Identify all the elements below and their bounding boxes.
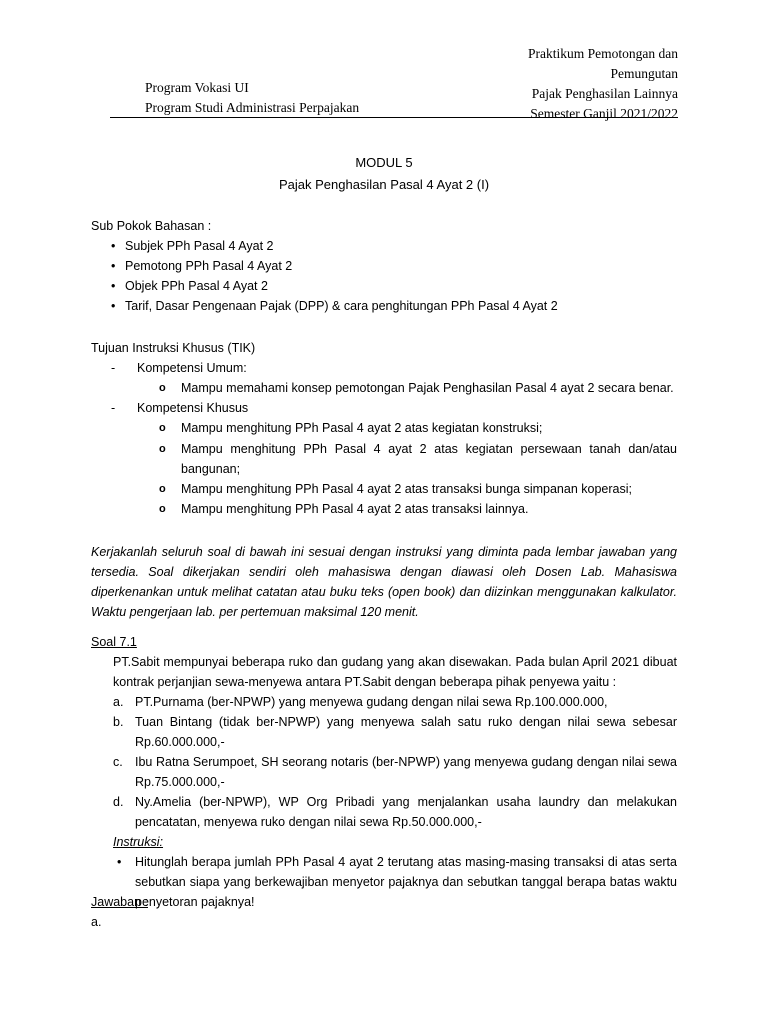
list-item (91, 479, 677, 499)
list-letter: a. (113, 695, 124, 709)
module-title (0, 152, 768, 196)
instruksi-label: Instruksi: (113, 835, 164, 849)
list-item-text: Tarif, Dasar Pengenaan Pajak (DPP) & cara penghitungan PPh Pasal 4 Ayat 2 (125, 299, 558, 313)
header-institution (145, 78, 359, 118)
list-item-text: Mampu memahami konsep pemotongan Pajak Penghasilan Pasal 4 ayat 2 secara benar. (181, 381, 674, 395)
circle-bullet-icon: o (159, 503, 166, 515)
soal-heading: Soal 7.1 (91, 635, 137, 649)
list-item (91, 752, 677, 792)
sub-pokok-section (91, 216, 677, 316)
header-right-line-2: Pemungutan (610, 66, 678, 81)
list-item (91, 439, 677, 479)
circle-bullet-icon: o (159, 382, 166, 394)
bullet-icon: • (111, 299, 116, 313)
dash-icon: - (111, 401, 116, 415)
bullet-icon: • (111, 259, 116, 273)
list-item-text: Mampu menghitung PPh Pasal 4 ayat 2 atas kegiatan persewaan tanah dan/atau bangunan; (181, 442, 677, 476)
list-item (91, 256, 677, 276)
list-item-text: Ibu Ratna Serumpoet, SH seorang notaris (ber-NPWP) yang menyewa gudang dengan nilai sewa Rp.75.000.000,- (135, 755, 677, 789)
list-item (91, 236, 677, 256)
kompetensi-umum-label: - Kompetensi Umum: (91, 358, 677, 378)
list-item (91, 499, 677, 519)
list-item-text: PT.Purnama (ber-NPWP) yang menyewa gudang dengan nilai sewa Rp.100.000.000, (135, 695, 608, 709)
tik-section (91, 338, 677, 519)
list-letter: c. (113, 755, 123, 769)
header-right-line-1: Praktikum Pemotongan dan (528, 46, 678, 61)
list-item (91, 276, 677, 296)
list-letter: b. (113, 715, 124, 729)
list-item (91, 792, 677, 832)
bullet-icon: • (117, 855, 122, 869)
header-left-line-2: Program Studi Administrasi Perpajakan (145, 100, 360, 115)
list-letter: d. (113, 795, 124, 809)
soal-section (91, 632, 677, 912)
soal-intro: PT.Sabit mempunyai beberapa ruko dan gudang yang akan disewakan. Pada bulan April 2021 dibuat kontrak perjanjian sewa-menyewa antara PT.Sabit dengan beberapa pihak penyewa yaitu : (113, 655, 677, 689)
list-item-text: Mampu menghitung PPh Pasal 4 ayat 2 atas transaksi bunga simpanan koperasi; (181, 482, 632, 496)
tik-heading: Tujuan Instruksi Khusus (TIK) (91, 341, 256, 355)
instruction-paragraph: Kerjakanlah seluruh soal di bawah ini sesuai dengan instruksi yang diminta pada lembar jawaban yang tersedia. Soal dikerjakan sendiri oleh mahasiswa dengan diawasi oleh Dosen Lab. Mahasiswa diperkenankan untuk melihat catatan atau buku teks (open book) dan diizinkan menggunakan kalkulator. Waktu pengerjaan lab. per pertemuan maksimal 120 menit. (91, 545, 677, 619)
jawaban-first-item: a. (91, 915, 102, 929)
instruksi-text: Hitunglah berapa jumlah PPh Pasal 4 ayat 2 terutang atas masing-masing transaksi di atas serta sebutkan siapa yang berkewajiban menyetor pajaknya dan sebutkan tanggal berapa batas waktu penyetoran pajaknya! (135, 855, 677, 909)
list-item (91, 712, 677, 752)
header-course (458, 44, 678, 124)
jawaban-section (91, 892, 677, 932)
sub-pokok-heading: Sub Pokok Bahasan : (91, 219, 212, 233)
header-right-line-3: Pajak Penghasilan Lainnya (531, 86, 678, 101)
circle-bullet-icon: o (159, 443, 166, 455)
circle-bullet-icon: o (159, 483, 166, 495)
list-item-text: Tuan Bintang (tidak ber-NPWP) yang menyewa salah satu ruko dengan nilai sewa sebesar Rp.60.000.000,- (135, 715, 677, 749)
jawaban-heading: Jawaban : (91, 895, 148, 909)
list-item-text: Mampu menghitung PPh Pasal 4 ayat 2 atas kegiatan konstruksi; (181, 421, 543, 435)
header-divider (110, 117, 678, 118)
header-left-line-1: Program Vokasi UI (145, 80, 249, 95)
list-item-text: Mampu menghitung PPh Pasal 4 ayat 2 atas transaksi lainnya. (181, 502, 529, 516)
list-item (91, 296, 677, 316)
kompetensi-khusus-label: - Kompetensi Khusus (91, 398, 677, 418)
instruksi-label-row (91, 832, 677, 852)
list-item (91, 692, 677, 712)
module-number: MODUL 5 (355, 155, 413, 170)
list-item (91, 418, 677, 438)
header-right-line-4: Semester Ganjil 2021/2022 (530, 106, 678, 121)
list-item-text: Ny.Amelia (ber-NPWP), WP Org Pribadi yang menjalankan usaha laundry dan melakukan pencatatan, menyewa ruko dengan nilai sewa Rp.50.000.000,- (135, 795, 677, 829)
bullet-icon: • (111, 279, 116, 293)
list-item-text: Objek PPh Pasal 4 Ayat 2 (125, 279, 268, 293)
dash-icon: - (111, 361, 116, 375)
list-item-text: Subjek PPh Pasal 4 Ayat 2 (125, 239, 274, 253)
list-item-text: Pemotong PPh Pasal 4 Ayat 2 (125, 259, 293, 273)
circle-bullet-icon: o (159, 422, 166, 434)
bullet-icon: • (111, 239, 116, 253)
list-item (91, 378, 677, 398)
module-subtitle: Pajak Penghasilan Pasal 4 Ayat 2 (I) (278, 177, 490, 192)
